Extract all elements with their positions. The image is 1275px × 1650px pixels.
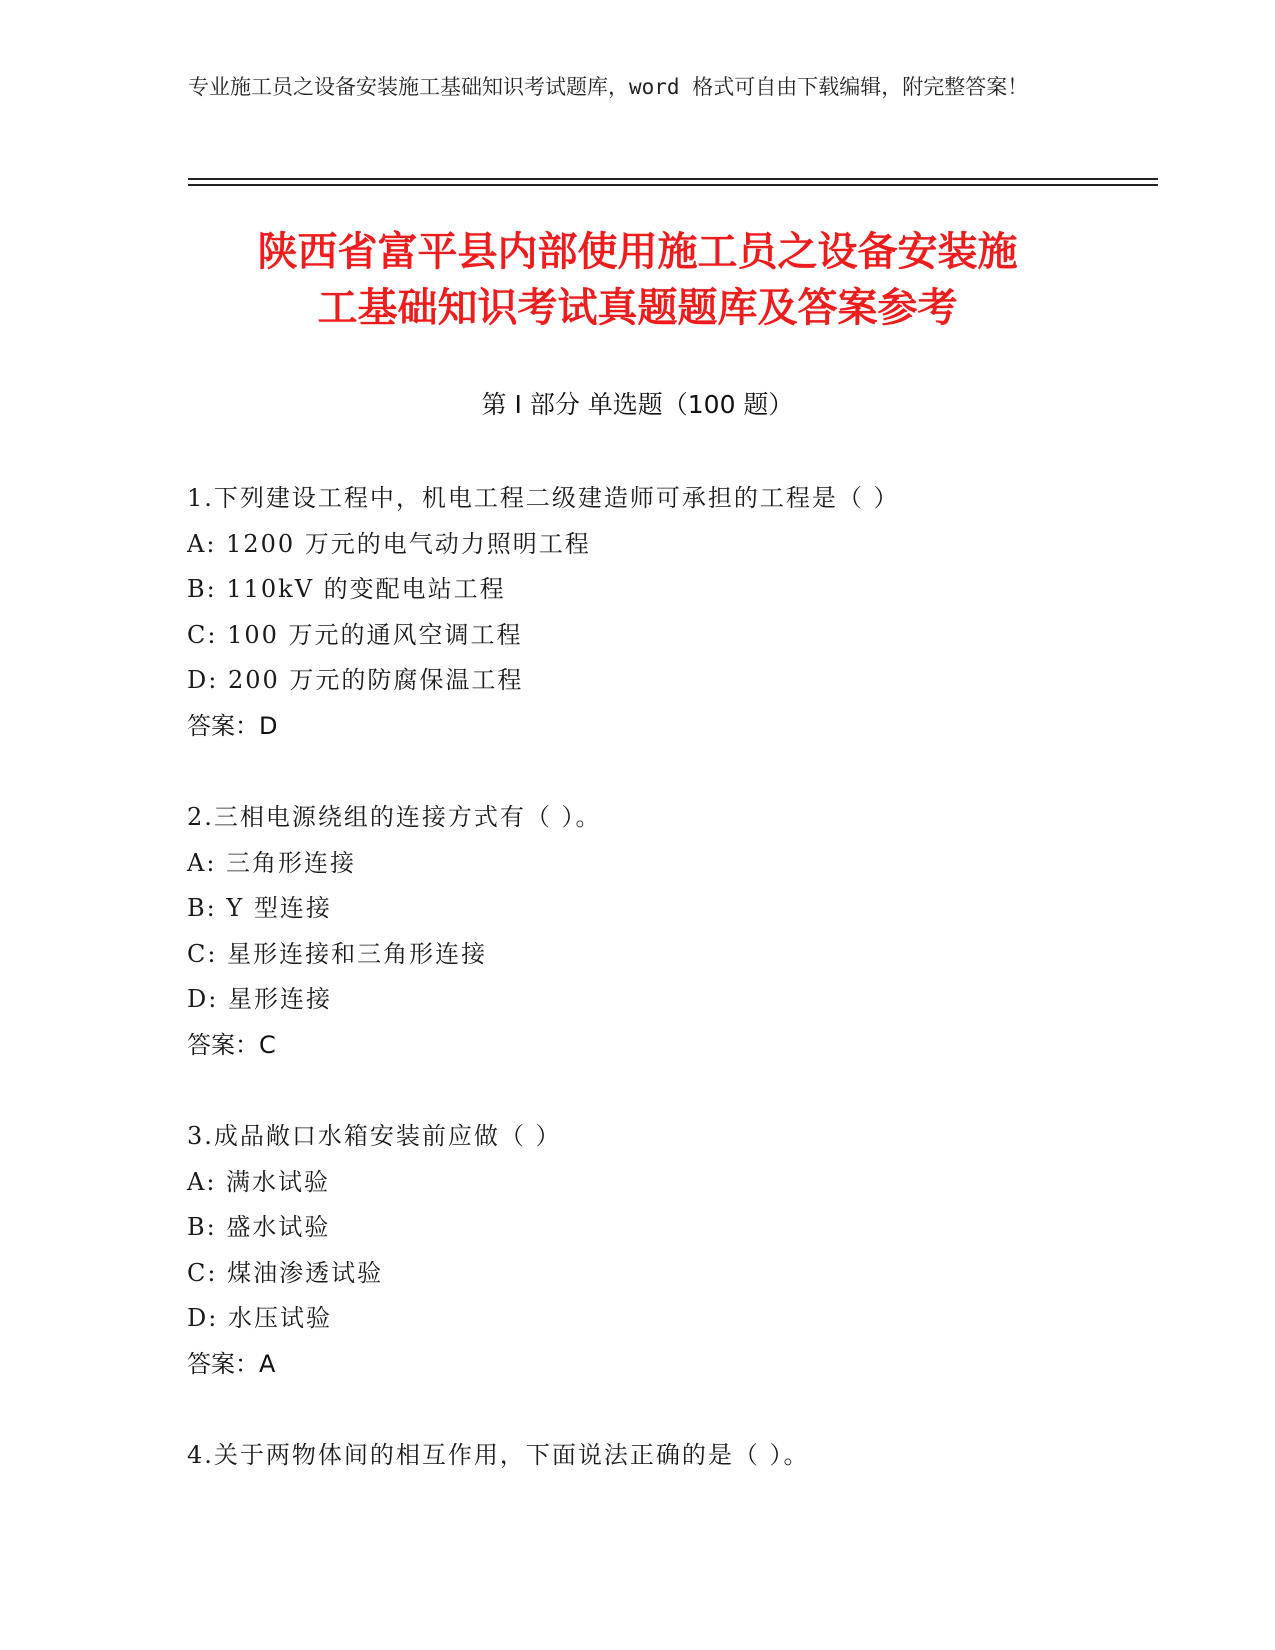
option-c: C: 煤油渗透试验	[187, 1258, 384, 1287]
section-heading: 第 I 部分 单选题（100 题）	[481, 390, 794, 419]
option-b: B: 110kV 的变配电站工程	[187, 575, 506, 603]
answer: 答案：D	[187, 711, 278, 740]
document-title	[150, 224, 1125, 336]
option-b: B: Y 型连接	[187, 894, 332, 922]
question-list	[187, 476, 1147, 1525]
question-4	[187, 1433, 1147, 1479]
header-note: 专业施工员之设备安装施工基础知识考试题库，word 格式可自由下载编辑，附完整答案！	[188, 75, 1029, 99]
question-2	[187, 795, 1147, 1068]
document-title-line-2: 工基础知识考试真题题库及答案参考	[317, 285, 958, 331]
option-d: D: 水压试验	[187, 1304, 332, 1332]
option-b: B: 盛水试验	[187, 1213, 331, 1241]
option-a: A: 1200 万元的电气动力照明工程	[187, 529, 591, 558]
answer: 答案：A	[187, 1349, 276, 1378]
option-d: D: 星形连接	[187, 985, 332, 1013]
question-3	[187, 1114, 1147, 1387]
answer: 答案：C	[187, 1030, 276, 1059]
question-stem: 4.关于两物体间的相互作用，下面说法正确的是（ ）。	[187, 1441, 810, 1469]
document-title-line-1: 陕西省富平县内部使用施工员之设备安装施	[257, 229, 1018, 275]
option-c: C: 星形连接和三角形连接	[187, 939, 488, 968]
option-a: A: 满水试验	[187, 1167, 331, 1196]
question-stem: 3.成品敞口水箱安装前应做（ ）	[187, 1122, 562, 1150]
option-d: D: 200 万元的防腐保温工程	[187, 666, 524, 694]
question-1	[187, 476, 1147, 749]
question-stem: 1.下列建设工程中，机电工程二级建造师可承担的工程是（ ）	[187, 484, 900, 512]
question-stem: 2.三相电源绕组的连接方式有（ ）。	[187, 803, 602, 831]
header-divider-thin	[188, 184, 1158, 186]
header-divider-thick	[188, 178, 1158, 180]
option-a: A: 三角形连接	[187, 848, 357, 877]
option-c: C: 100 万元的通风空调工程	[187, 620, 523, 649]
